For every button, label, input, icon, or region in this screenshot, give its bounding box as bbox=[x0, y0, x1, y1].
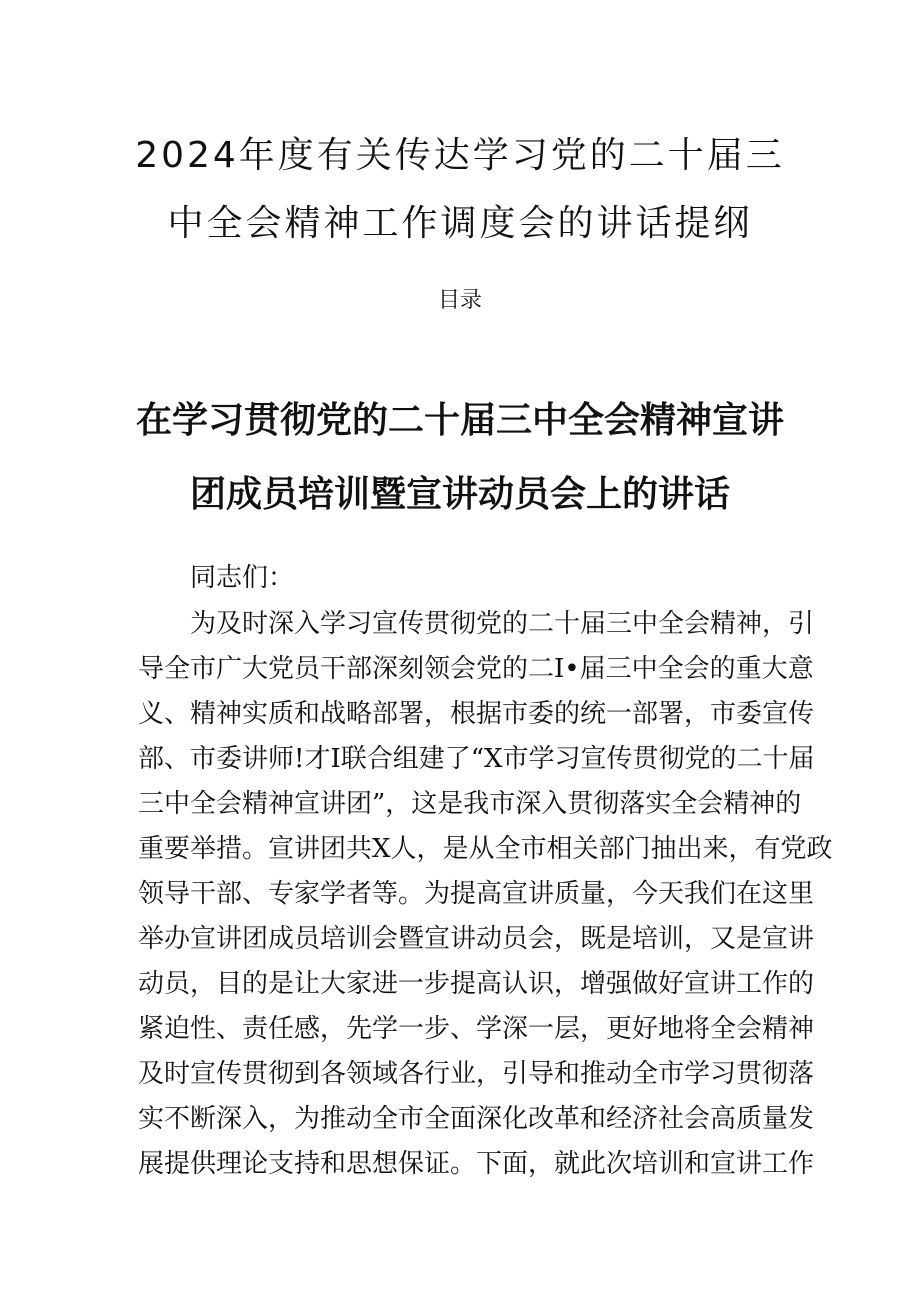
salutation: 同志们： bbox=[190, 563, 295, 593]
document-title-line-1: 2024年度有关传达学习党的二十届三 bbox=[135, 135, 785, 176]
speech-title-line-1: 在学习贯彻党的二十届三中全会精神宣讲 bbox=[135, 400, 784, 441]
body-line: 导全市广大党员干部深刻领会党的二I•届三中全会的重大意 bbox=[138, 654, 814, 684]
body-line: 为及时深入学习宣传贯彻党的二十届三中全会精神，引 bbox=[190, 609, 815, 639]
body-line: 部、市委讲师!才I联合组建了“X市学习宣传贯彻党的二十届 bbox=[138, 744, 815, 774]
body-line: 实不断深入，为推动全市全面深化改革和经济社会高质量发 bbox=[138, 1104, 815, 1134]
body-line: 重要举措。宣讲团共X人，是从全市相关部门抽出来，有党政 bbox=[138, 834, 833, 864]
body-line: 紧迫性、责任感，先学一步、学深一层，更好地将全会精神 bbox=[138, 1014, 815, 1044]
body-line: 义、精神实质和战略部署，根据市委的统一部署，市委宣传 bbox=[138, 699, 815, 729]
body-line: 及时宣传贯彻到各领域各行业，引导和推动全市学习贯彻落 bbox=[138, 1059, 815, 1089]
table-of-contents-label: 目录 bbox=[437, 288, 482, 313]
body-line: 动员，目的是让大家进一步提高认识，增强做好宣讲工作的 bbox=[138, 969, 815, 999]
body-line: 举办宣讲团成员培训会暨宣讲动员会，既是培训，又是宣讲 bbox=[138, 924, 815, 954]
body-line: 展提供理论支持和思想保证。下面，就此次培训和宣讲工作 bbox=[138, 1149, 815, 1179]
body-line: 领导干部、专家学者等。为提高宣讲质量，今天我们在这里 bbox=[138, 879, 815, 909]
document-title-line-2: 中全会精神工作调度会的讲话提纲 bbox=[167, 203, 753, 244]
body-line: 三中全会精神宣讲团”，这是我市深入贯彻落实全会精神的 bbox=[138, 789, 802, 819]
speech-title-line-2: 团成员培训暨宣讲动员会上的讲话 bbox=[189, 474, 730, 515]
